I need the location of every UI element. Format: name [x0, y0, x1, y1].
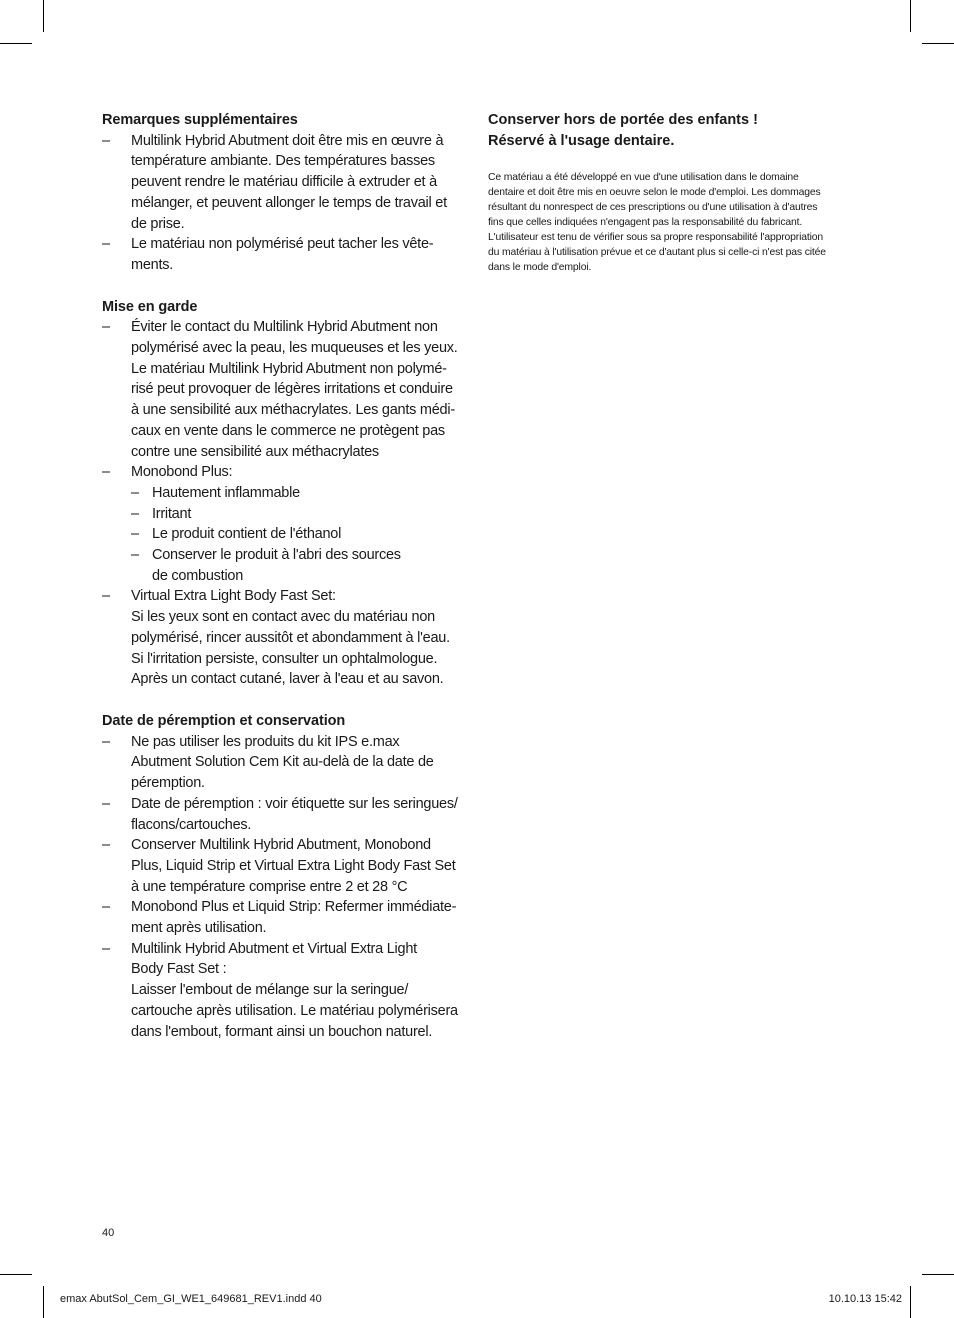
bullet-dash: –: [102, 733, 110, 750]
text-line: polymérisé avec la peau, les muqueuses et les yeux.: [131, 340, 458, 357]
section-title: Remarques supplémentaires: [102, 112, 298, 128]
bullet-dash: –: [131, 526, 139, 543]
list-item: [102, 317, 470, 462]
bullet-dash: –: [102, 236, 110, 253]
left-column: [102, 110, 470, 1063]
text-line: Ne pas utiliser les produits du kit IPS e.max: [131, 733, 400, 750]
text-line: Si les yeux sont en contact avec du matériau non: [131, 609, 435, 626]
text-line: Laisser l'embout de mélange sur la seringue/: [131, 982, 409, 999]
text-line: risé peut provoquer de légères irritations et conduire: [131, 381, 453, 398]
right-column: [488, 110, 856, 276]
text-line: Monobond Plus:: [131, 464, 233, 481]
warning-line: Réservé à l'usage dentaire.: [488, 132, 675, 149]
bullet-dash: –: [102, 588, 110, 605]
sub-list-item: [131, 545, 470, 586]
text-line: Abutment Solution Cem Kit au-delà de la date de: [131, 754, 434, 771]
text-line: Le matériau non polymérisé peut tacher les vête-: [131, 236, 434, 253]
list-item: [102, 897, 470, 938]
text-line: contre une sensibilité aux méthacrylates: [131, 443, 379, 460]
disclaimer-text: [488, 171, 856, 275]
text-line: température ambiante. Des températures basses: [131, 153, 435, 170]
text-line: péremption.: [131, 775, 205, 792]
disclaimer-line: résultant du nonrespect de ces prescriptions ou d'une utilisation à d'autres: [488, 202, 818, 214]
text-line: Virtual Extra Light Body Fast Set:: [131, 588, 336, 605]
text-line: ment après utilisation.: [131, 920, 267, 937]
warning-heading: [488, 110, 856, 151]
text-line: Le matériau Multilink Hybrid Abutment non polymé-: [131, 360, 447, 377]
list-item: [102, 234, 470, 275]
disclaimer-line: dentaire et doit être mis en oeuvre selon le mode d'emploi. Les dommages: [488, 187, 821, 199]
disclaimer-line: du matériau à l'utilisation prévue et ce d'autant plus si celle-ci n'est pas citée: [488, 246, 826, 258]
list-item: [102, 835, 470, 897]
disclaimer-line: Ce matériau a été développé en vue d'une utilisation dans le domaine: [488, 172, 799, 184]
section: [102, 297, 470, 690]
sub-list-item: [131, 483, 470, 504]
text-line: Hautement inflammable: [152, 484, 300, 501]
text-line: Si l'irritation persiste, consulter un ophtalmologue.: [131, 650, 438, 667]
text-line: Multilink Hybrid Abutment doit être mis en œuvre à: [131, 132, 444, 149]
crop-mark: [910, 1286, 911, 1318]
bullet-dash: –: [102, 795, 110, 812]
text-line: de prise.: [131, 215, 185, 232]
crop-mark: [43, 0, 44, 32]
bullet-dash: –: [102, 132, 110, 149]
text-line: flacons/cartouches.: [131, 816, 252, 833]
bullet-dash: –: [102, 464, 110, 481]
text-line: à une sensibilité aux méthacrylates. Les gants médi-: [131, 402, 455, 419]
bullet-dash: –: [102, 837, 110, 854]
text-line: mélanger, et peuvent allonger le temps de travail et: [131, 194, 447, 211]
page-number: 40: [102, 1227, 115, 1239]
bullet-dash: –: [131, 505, 139, 522]
list-item: [102, 939, 470, 1043]
list-item: [102, 131, 470, 235]
sub-list-item: [131, 524, 470, 545]
text-line: ments.: [131, 256, 174, 273]
text-line: Conserver Multilink Hybrid Abutment, Monobond: [131, 837, 431, 854]
crop-mark: [922, 43, 954, 44]
text-line: à une température comprise entre 2 et 28 °C: [131, 878, 408, 895]
bullet-dash: –: [102, 319, 110, 336]
list-item: [102, 794, 470, 835]
disclaimer-line: dans le mode d'emploi.: [488, 261, 592, 273]
text-line: cartouche après utilisation. Le matériau polymérisera: [131, 1002, 458, 1019]
footer-file-name: emax AbutSol_Cem_GI_WE1_649681_REV1.indd 40: [60, 1293, 322, 1305]
text-line: polymérisé, rincer aussitôt et abondamment à l'eau.: [131, 629, 450, 646]
crop-mark: [0, 43, 32, 44]
list-item: [102, 462, 470, 586]
text-line: Après un contact cutané, laver à l'eau et au savon.: [131, 671, 444, 688]
text-line: Conserver le produit à l'abri des sources: [152, 547, 401, 564]
list-item: [102, 586, 470, 690]
section: [102, 110, 470, 276]
warning-line: Conserver hors de portée des enfants !: [488, 112, 758, 128]
crop-mark: [0, 1274, 32, 1275]
text-line: Le produit contient de l'éthanol: [152, 526, 342, 543]
crop-mark: [922, 1274, 954, 1275]
bullet-dash: –: [131, 547, 139, 564]
crop-mark: [43, 1286, 44, 1318]
footer-date: 10.10.13 15:42: [828, 1293, 902, 1305]
sub-list-item: [131, 504, 470, 525]
text-line: Irritant: [152, 505, 192, 522]
bullet-dash: –: [102, 940, 110, 957]
text-line: de combustion: [152, 567, 244, 584]
section: [102, 711, 470, 1042]
bullet-dash: –: [102, 899, 110, 916]
bullet-dash: –: [131, 484, 139, 501]
disclaimer-line: fins que celles indiquées n'engagent pas la responsabilité du fabricant.: [488, 217, 803, 229]
disclaimer-line: L'utilisateur est tenu de vérifier sous sa propre responsabilité l'appropriation: [488, 232, 824, 244]
section-title: Date de péremption et conservation: [102, 712, 346, 729]
text-line: dans l'embout, formant ainsi un bouchon naturel.: [131, 1023, 433, 1040]
text-line: Éviter le contact du Multilink Hybrid Abutment non: [131, 319, 438, 336]
text-line: Date de péremption : voir étiquette sur les seringues/: [131, 795, 458, 812]
list-item: [102, 732, 470, 794]
text-line: Body Fast Set :: [131, 961, 227, 978]
text-line: caux en vente dans le commerce ne protègent pas: [131, 422, 445, 439]
text-line: Monobond Plus et Liquid Strip: Refermer immédiate-: [131, 899, 457, 916]
text-line: Plus, Liquid Strip et Virtual Extra Light Body Fast Set: [131, 857, 456, 874]
text-line: Multilink Hybrid Abutment et Virtual Extra Light: [131, 940, 417, 957]
section-title: Mise en garde: [102, 298, 198, 315]
crop-mark: [910, 0, 911, 32]
text-line: peuvent rendre le matériau difficile à extruder et à: [131, 174, 437, 191]
